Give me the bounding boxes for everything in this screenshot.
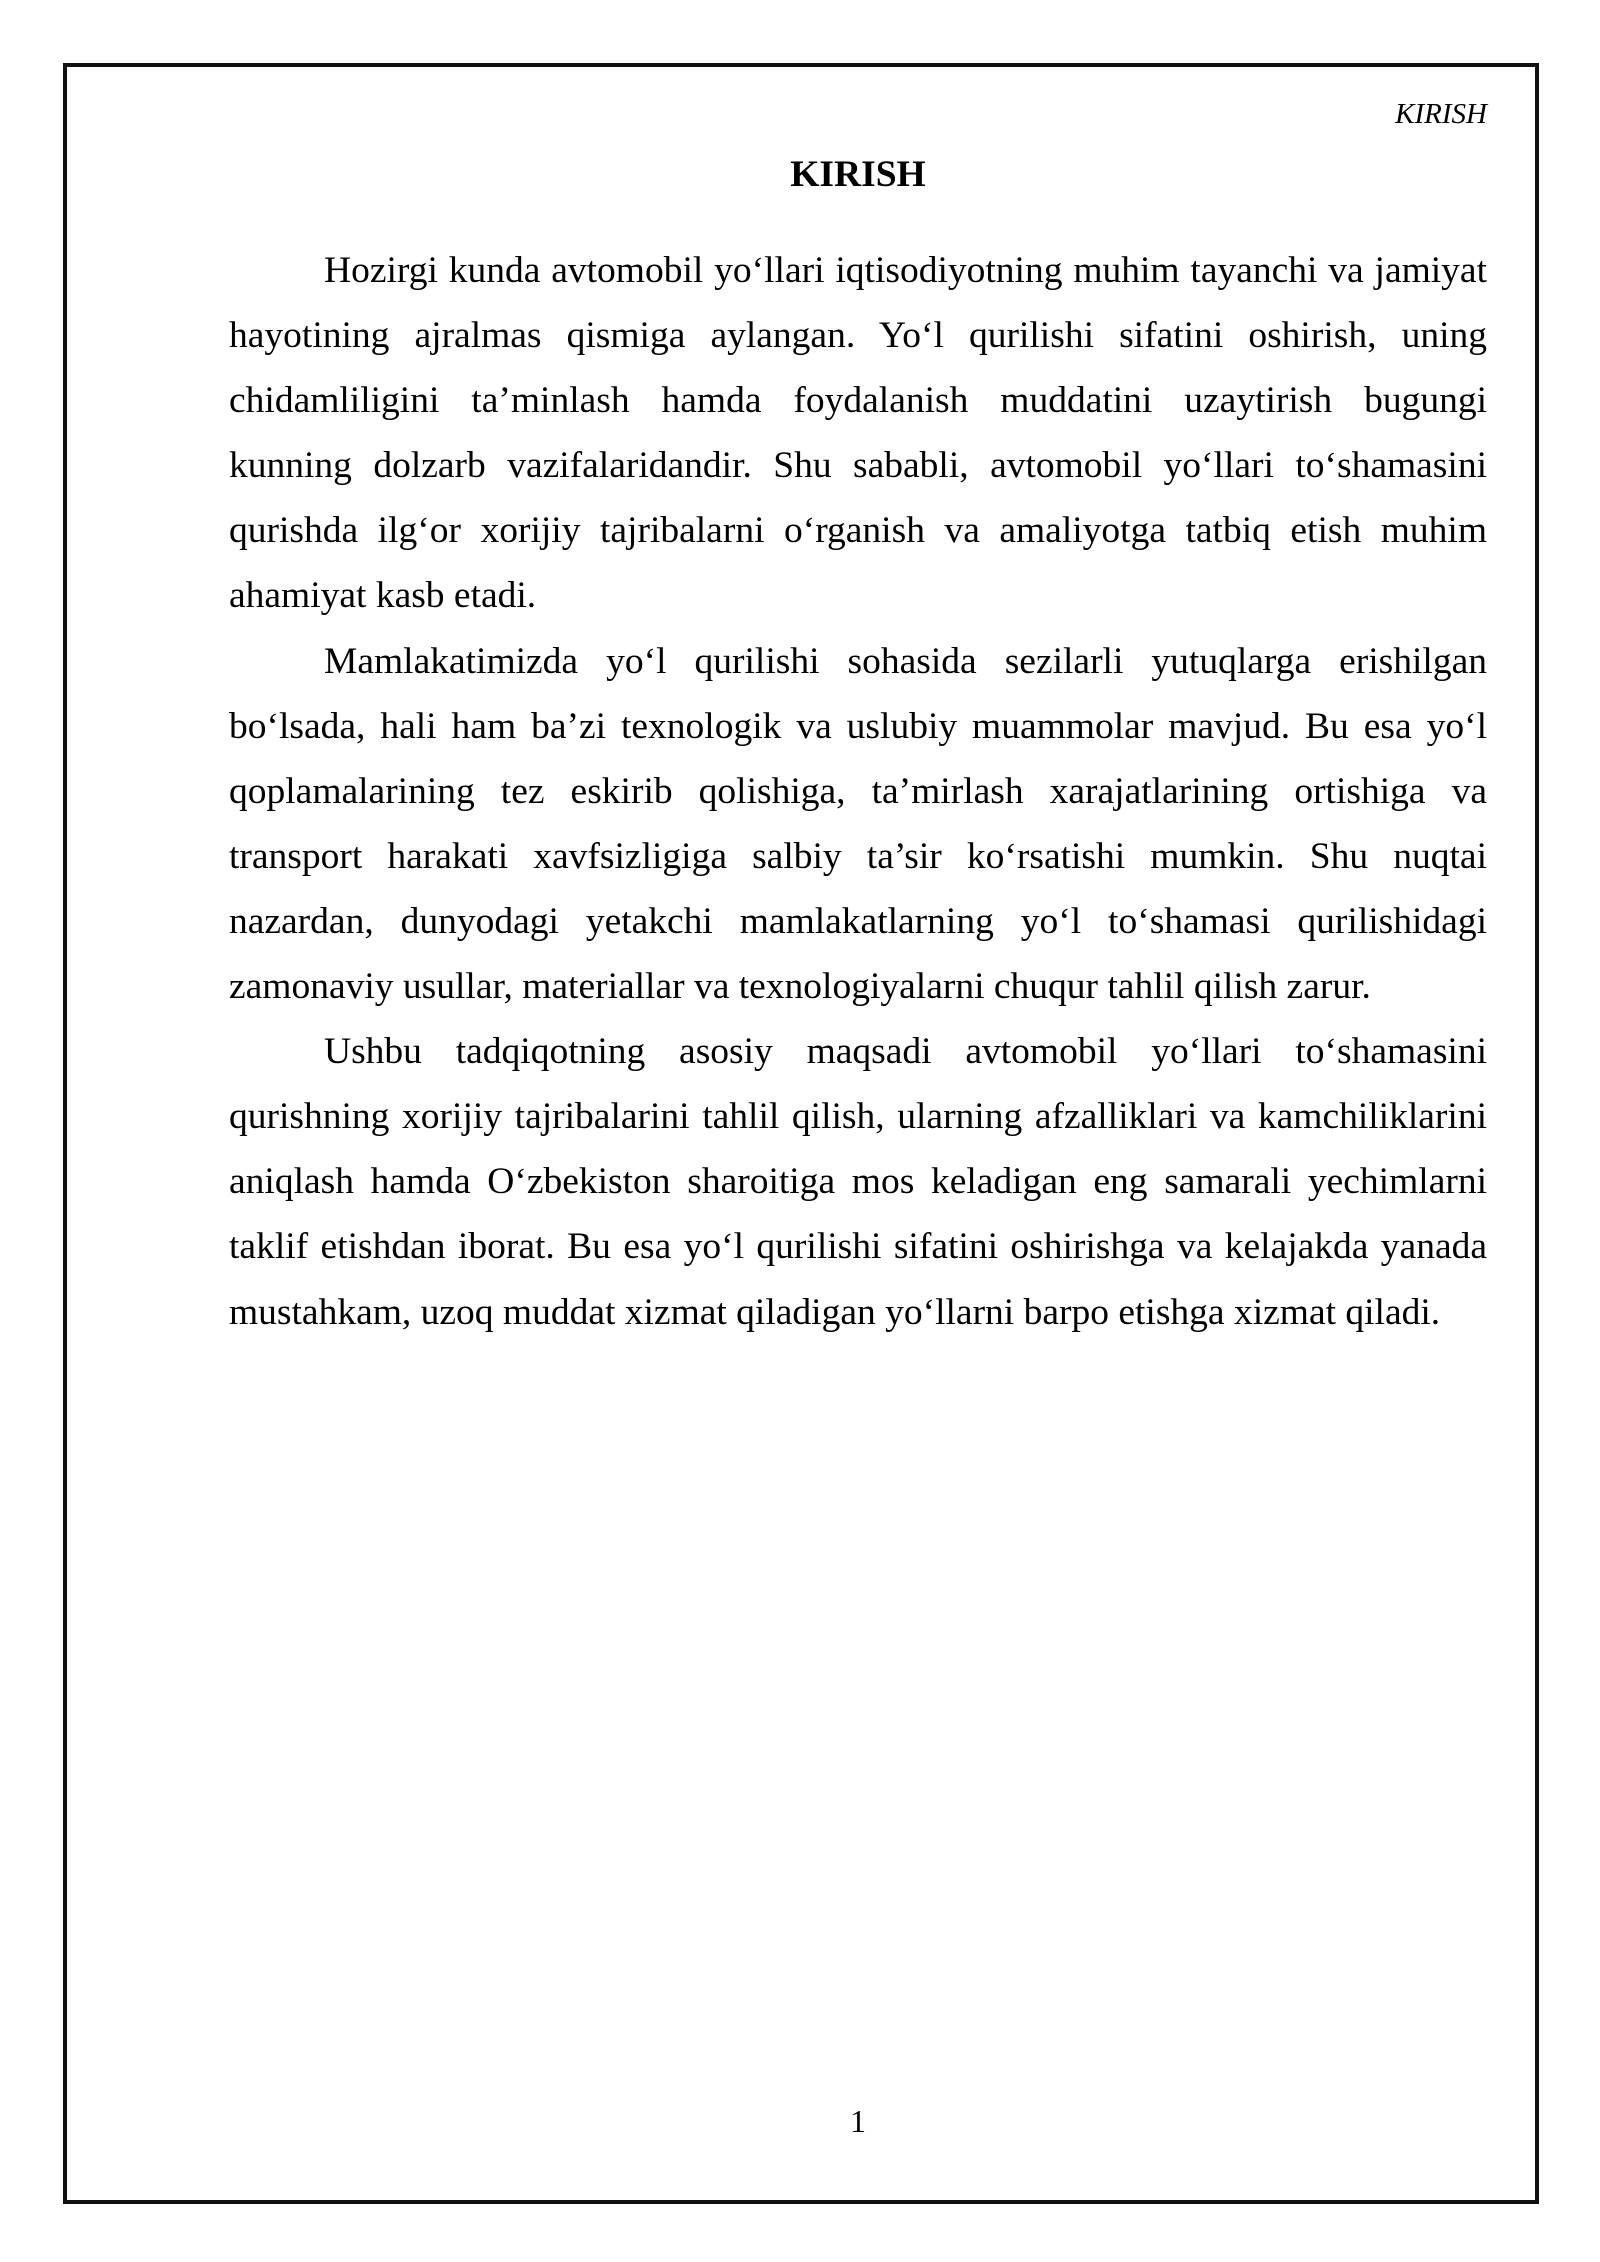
body-paragraph [229,1019,1487,1344]
paragraph-line: hayotining ajralmas qismiga aylangan. Yo‘l qurilishi sifatini oshirish, uning [229,315,1487,357]
paragraph-line: qurishda ilg‘or xorijiy tajribalarni o‘rganish va amaliyotga tatbiq etish muhim [229,510,1487,552]
paragraph-line: qurishning xorijiy tajribalarini tahlil qilish, ularning afzalliklari va kamchiliklarini [229,1096,1487,1138]
paragraph-line: zamonaviy usullar, materiallar va texnologiyalarni chuqur tahlil qilish zarur. [229,966,1371,1008]
paragraph-line: ahamiyat kasb etadi. [229,575,537,617]
paragraph-line: mustahkam, uzoq muddat xizmat qiladigan yo‘llarni barpo etishga xizmat qiladi. [229,1291,1441,1333]
section-title: KIRISH [790,154,926,195]
paragraph-line: chidamliligini ta’minlash hamda foydalanish muddatini uzaytirish bugungi [229,380,1487,422]
paragraph-line: bo‘lsada, hali ham ba’zi texnologik va uslubiy muammolar mavjud. Bu esa yo‘l [229,705,1487,747]
body-paragraph [229,629,1487,1020]
paragraph-line: kunning dolzarb vazifalaridandir. Shu sababli, avtomobil yo‘llari to‘shamasini [229,445,1487,487]
running-header: KIRISH [1395,98,1487,130]
paragraph-line: transport harakati xavfsizligiga salbiy ta’sir ko‘rsatishi mumkin. Shu nuqtai [229,835,1487,877]
paragraph-line: Ushbu tadqiqotning asosiy maqsadi avtomobil yo‘llari to‘shamasini [324,1031,1487,1073]
paragraph-line: aniqlash hamda O‘zbekiston sharoitiga mos keladigan eng samarali yechimlarni [229,1161,1487,1203]
paragraph-line: Hozirgi kunda avtomobil yo‘llari iqtisodiyotning muhim tayanchi va jamiyat [324,250,1487,291]
paragraph-line: qoplamalarining tez eskirib qolishiga, ta’mirlash xarajatlarining ortishiga va [229,770,1487,812]
page-number: 1 [850,2103,866,2139]
paragraph-line: taklif etishdan iborat. Bu esa yo‘l qurilishi sifatini oshirishga va kelajakda yanada [229,1226,1487,1268]
body-paragraph [229,238,1487,629]
paragraph-line: nazardan, dunyodagi yetakchi mamlakatlarning yo‘l to‘shamasi qurilishidagi [229,900,1487,942]
document-body [229,238,1487,1345]
paragraph-line: Mamlakatimizda yo‘l qurilishi sohasida sezilarli yutuqlarga erishilgan [324,640,1487,682]
